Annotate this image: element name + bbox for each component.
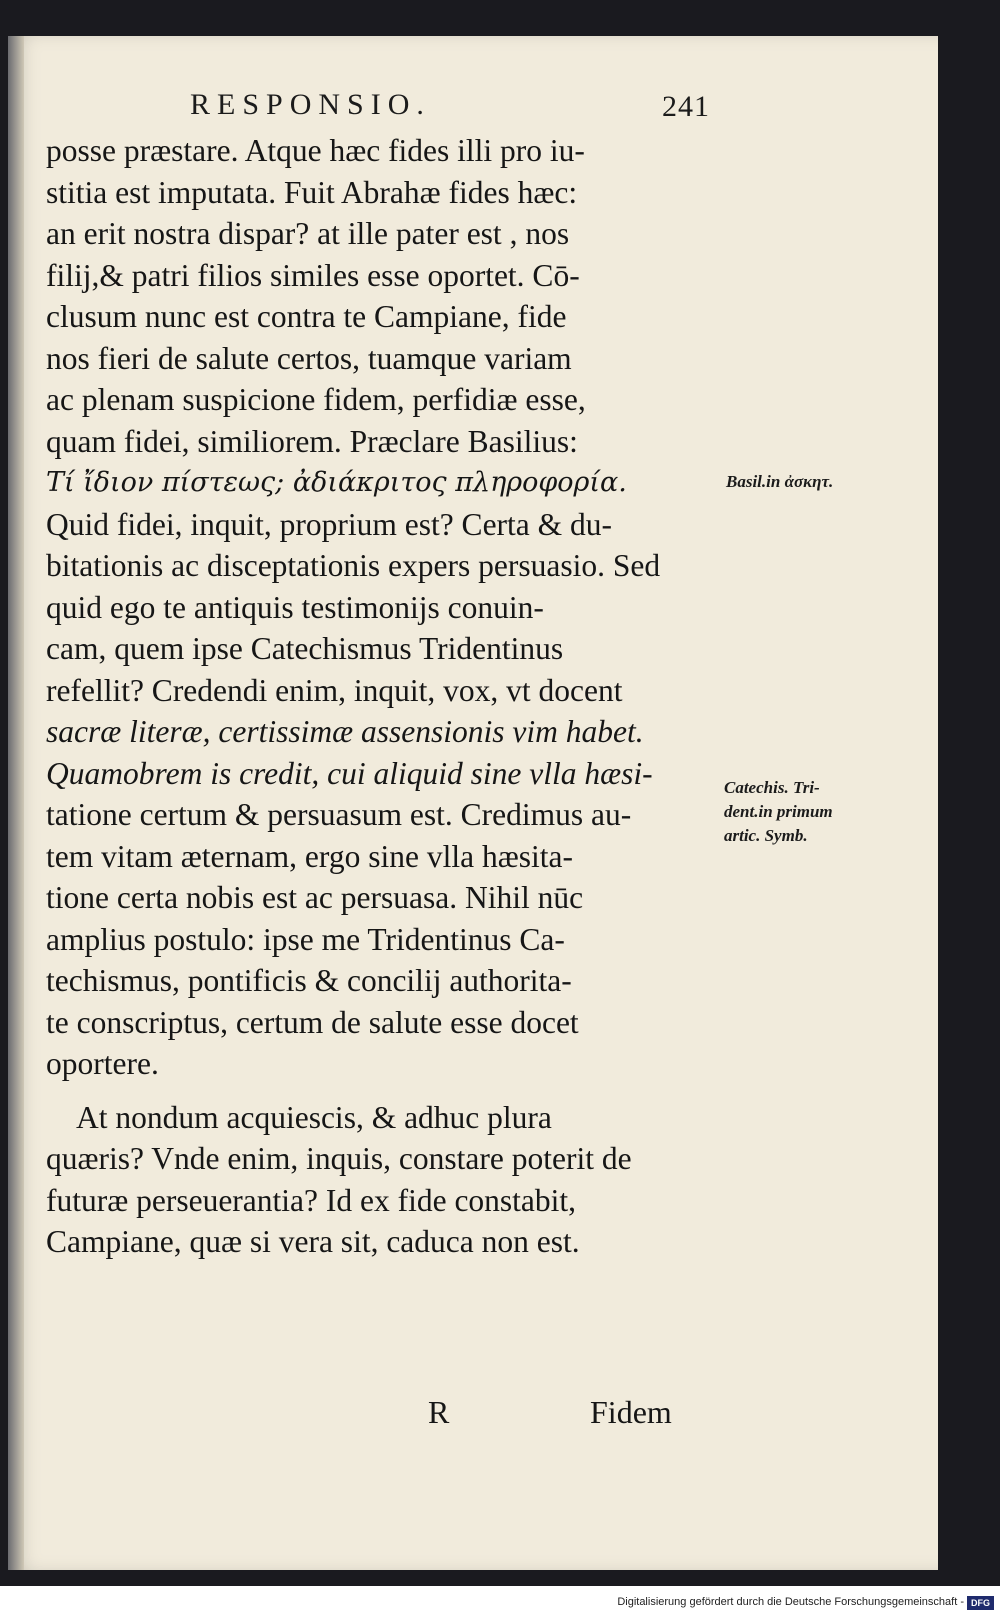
text-line: nos fieri de salute certos, tuamque variam (46, 340, 572, 376)
running-title: RESPONSIO. (190, 88, 431, 121)
signature-mark: R (428, 1394, 450, 1430)
text-line: clusum nunc est contra te Campiane, fide (46, 299, 567, 334)
text-line: quam fidei, similiorem. Præclare Basilius: (46, 423, 578, 459)
margin-note-line: dent.in primum (724, 802, 833, 821)
text-line: stitia est imputata. Fuit Abrahæ fides hæc: (46, 174, 578, 210)
text-line: sacræ literæ, certissimæ assensionis vim habet. (46, 714, 644, 749)
text-line: cam, quem ipse Catechismus Tridentinus (46, 631, 564, 666)
dfg-logo: DFG (967, 1596, 994, 1610)
text-line: posse præstare. Atque hæc fides illi pro iu- (46, 133, 585, 168)
text-line: te conscriptus, certum de salute esse docet (46, 1004, 579, 1040)
text-line: oportere. (46, 1046, 159, 1081)
text-line: tatione certum & persuasum est. Credimus au- (46, 797, 632, 832)
text-line: ac plenam suspicione fidem, perfidiæ esse, (46, 382, 586, 417)
text-line: an erit nostra dispar? at ille pater est , nos (46, 216, 570, 251)
page-footer (0, 1394, 930, 1444)
digitization-credit: Digitalisierung gefördert durch die Deutsche Forschungsgemeinschaft - (617, 1596, 964, 1608)
page-gutter-shadow (8, 36, 24, 1570)
text-line: quid ego te antiquis testimonijs conuin- (46, 589, 544, 625)
text-line: bitationis ac disceptationis expers persuasio. Sed (46, 548, 661, 583)
text-line: Τί ἴδιον πίστεως; ἀδιάκριτος πληροφορία. (46, 467, 627, 498)
text-line: Campiane, quæ si vera sit, caduca non est. (46, 1224, 580, 1259)
text-line: Quamobrem is credit, cui aliquid sine vlla hæsi- (46, 755, 653, 791)
margin-note-line: Catechis. Tri- (724, 778, 820, 797)
text-line: refellit? Credendi enim, inquit, vox, vt docent (46, 672, 623, 708)
margin-note-line: Basil.in ἀσκητ. (726, 472, 834, 491)
text-line: quæris? Vnde enim, inquis, constare poterit de (46, 1141, 632, 1176)
text-line: futuræ perseuerantia? Id ex fide constabit, (46, 1182, 577, 1218)
margin-note-line: artic. Symb. (724, 826, 808, 845)
page-number: 241 (662, 90, 710, 123)
text-line: At nondum acquiescis, & adhuc plura (76, 1099, 552, 1135)
text-line: filij,& patri filios similes esse oportet. Cō- (46, 257, 580, 293)
catchword: Fidem (590, 1394, 672, 1430)
text-line: tem vitam æternam, ergo sine vlla hæsita- (46, 838, 573, 874)
main-text-block (46, 130, 721, 1263)
text-line: Quid fidei, inquit, proprium est? Certa & du- (46, 506, 613, 542)
margin-note-basil (726, 470, 833, 494)
running-header (190, 88, 710, 132)
text-line: techismus, pontificis & concilij authorita- (46, 963, 572, 998)
text-line: amplius postulo: ipse me Tridentinus Ca- (46, 921, 565, 957)
text-line: tione certa nobis est ac persuasa. Nihil nūc (46, 880, 584, 915)
margin-note-catechism (724, 776, 833, 848)
